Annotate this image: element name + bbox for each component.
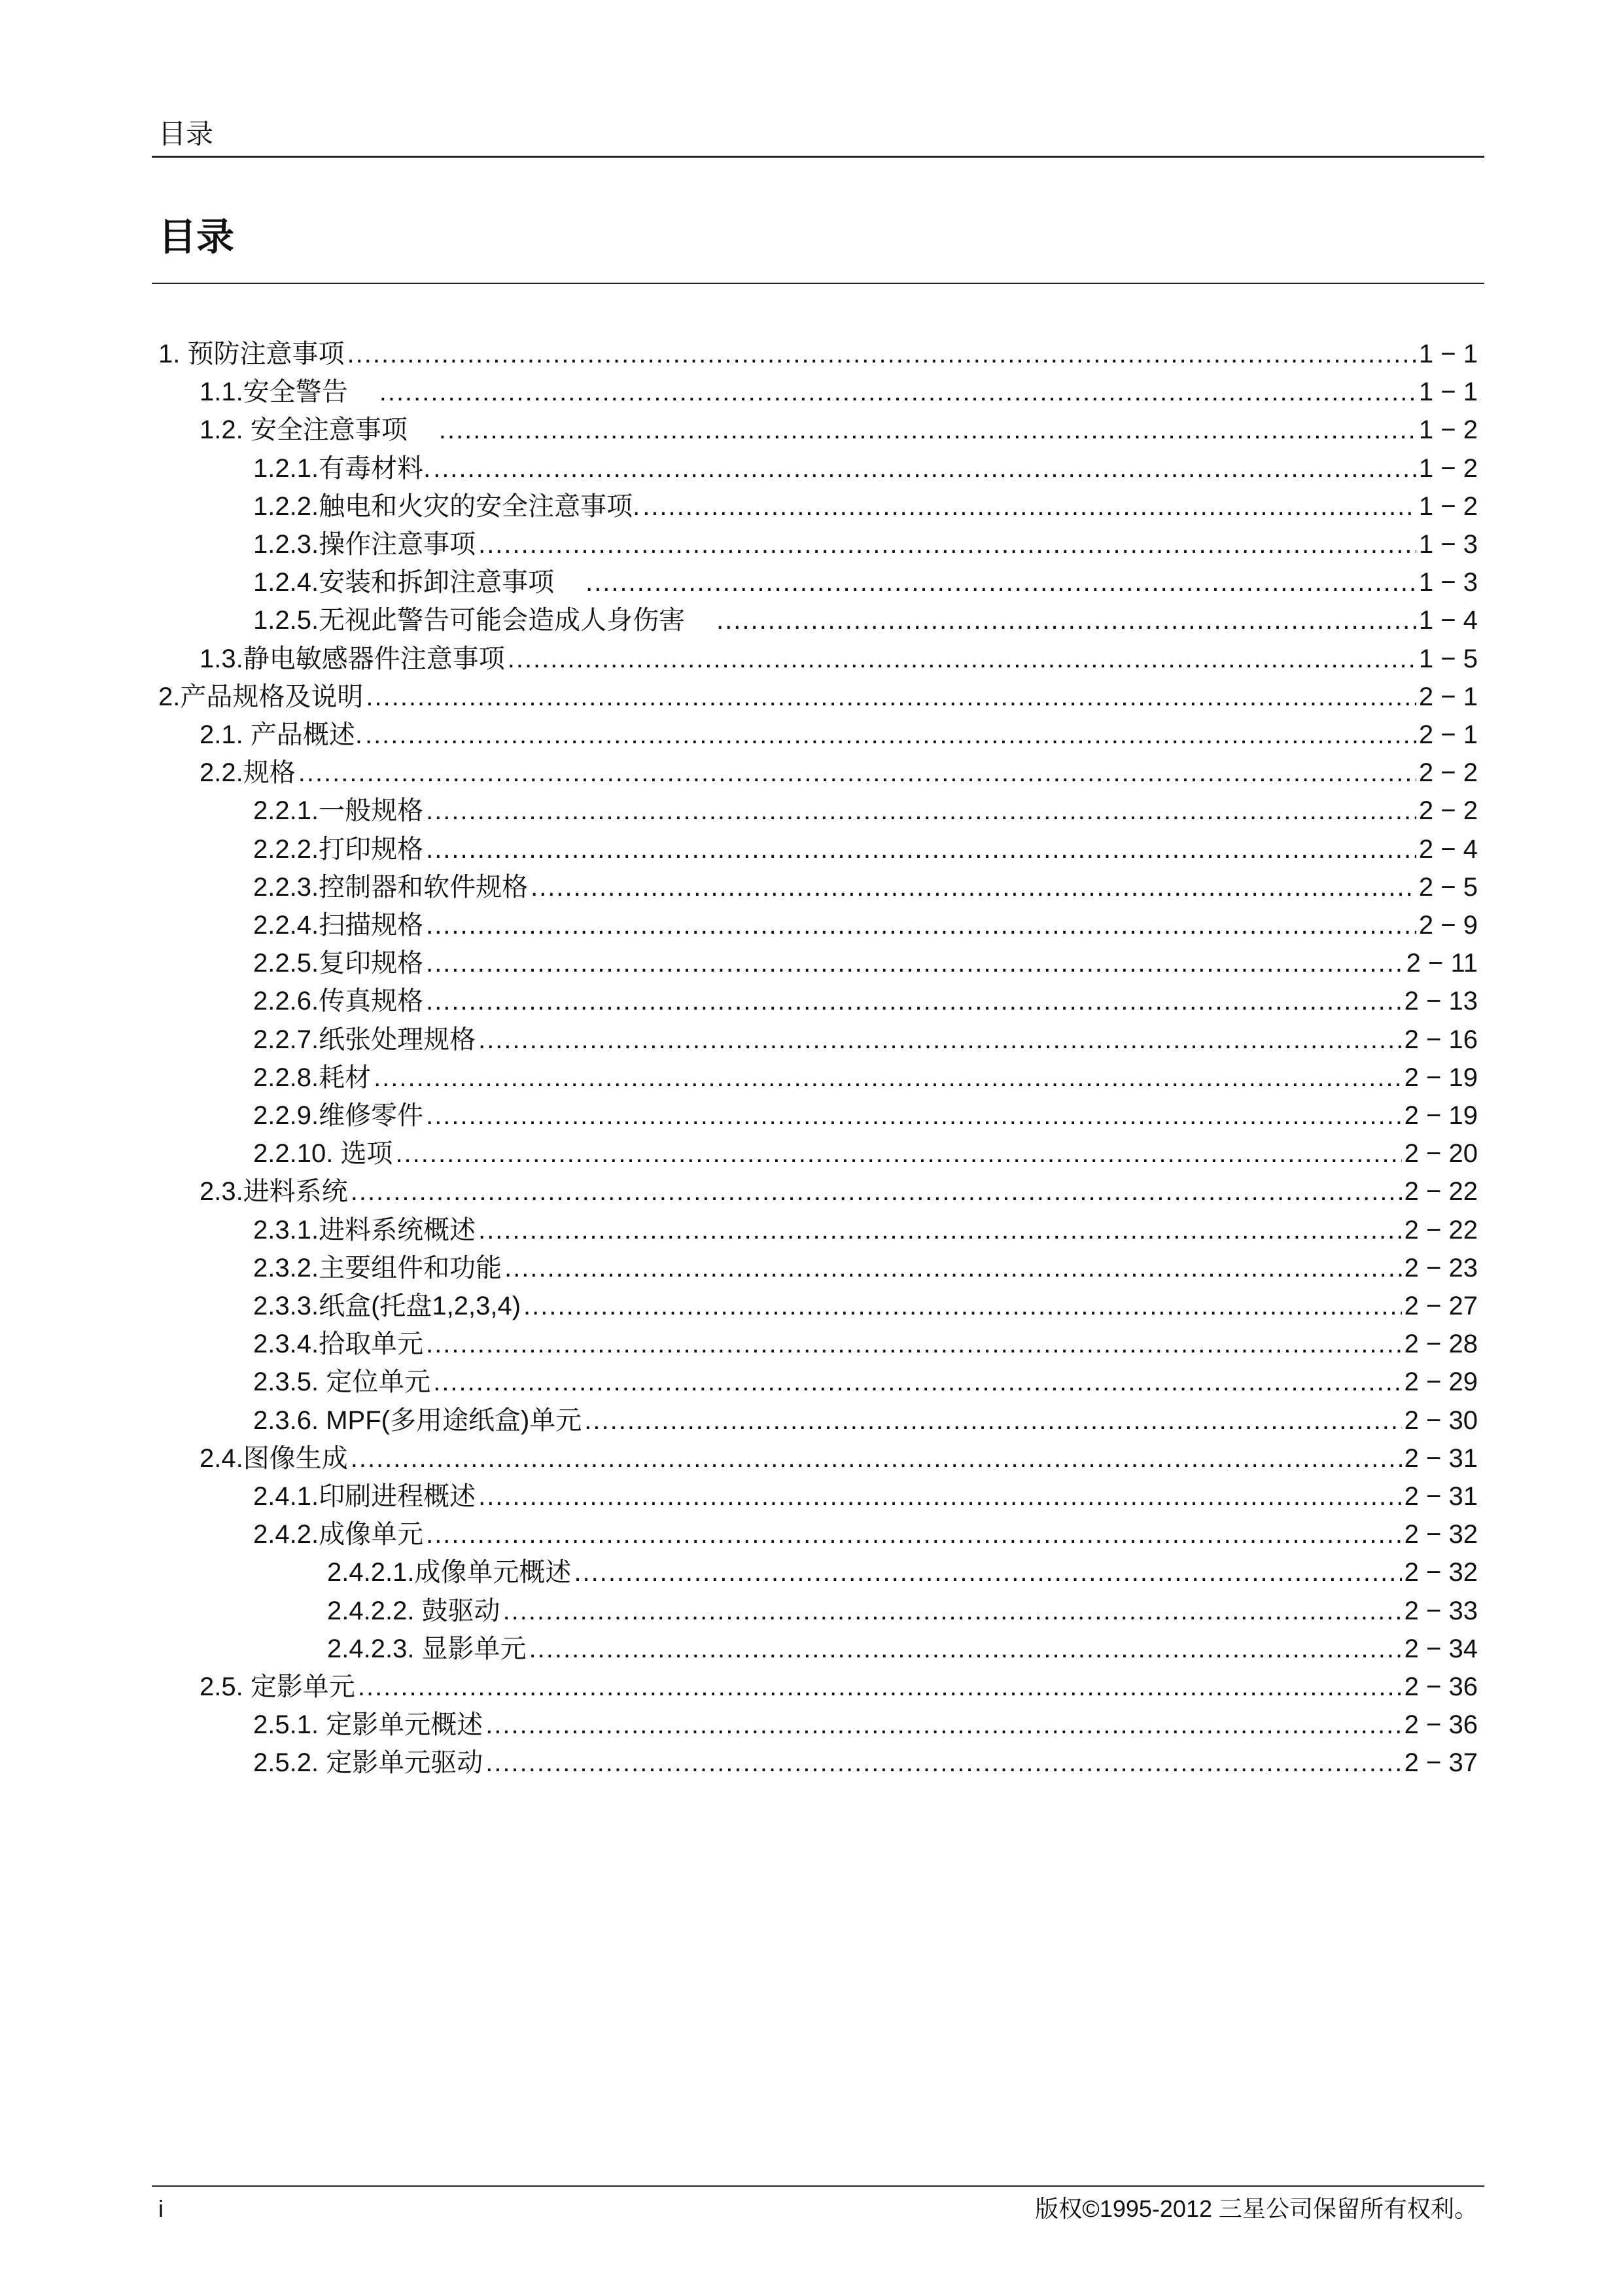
toc-dot-leader xyxy=(395,1132,1401,1175)
toc-entry-title: 2.3.3.纸盒(托盘1,2,3,4) xyxy=(253,1292,521,1320)
toc-entry-page: 2 − 11 xyxy=(1406,949,1478,978)
toc-dot-leader xyxy=(433,1360,1401,1404)
toc-entry[interactable] xyxy=(253,904,1478,947)
toc-dot-leader xyxy=(358,1665,1402,1708)
toc-entry-title: 2.2.1.一般规格 xyxy=(253,796,424,825)
footer-rule xyxy=(152,2185,1484,2187)
toc-entry[interactable] xyxy=(327,1627,1478,1670)
toc-dot-leader xyxy=(585,561,1416,604)
toc-entry[interactable] xyxy=(253,485,1478,528)
toc-entry-title: 1.2. 安全注意事项 xyxy=(200,415,408,444)
toc-entry-page: 2 − 33 xyxy=(1404,1597,1478,1625)
title-rule xyxy=(152,283,1484,284)
toc-entry[interactable] xyxy=(253,1741,1478,1784)
toc-entry-title: 2.2.规格 xyxy=(200,758,296,787)
toc-dot-leader xyxy=(366,675,1416,718)
toc-entry[interactable] xyxy=(253,828,1478,871)
toc-entry[interactable] xyxy=(253,980,1478,1023)
toc-entry-page: 2 − 2 xyxy=(1418,758,1478,787)
toc-entry-title: 2.2.9.维修零件 xyxy=(253,1101,424,1130)
toc-entry-page: 1 − 2 xyxy=(1418,454,1478,483)
toc-entry[interactable] xyxy=(253,523,1478,566)
toc-entry-title: 2.2.5.复印规格 xyxy=(253,949,424,978)
toc-dot-leader xyxy=(298,751,1416,794)
toc-dot-leader xyxy=(351,1170,1402,1213)
toc-entry-title: 2.1. 产品概述. xyxy=(200,720,362,749)
toc-entry-page: 2 − 36 xyxy=(1404,1710,1478,1739)
toc-dot-leader xyxy=(523,1284,1402,1328)
toc-dot-leader xyxy=(531,866,1416,909)
toc-entry-page: 2 − 5 xyxy=(1418,873,1478,902)
toc-entry-title: 2.5.2. 定影单元驱动 xyxy=(253,1748,483,1777)
toc-dot-leader xyxy=(426,1513,1402,1556)
toc-entry-title: 1.2.3.操作注意事项 xyxy=(253,530,476,559)
toc-dot-leader xyxy=(478,1475,1402,1518)
toc-entry-title: 2.4.2.成像单元 xyxy=(253,1520,424,1549)
toc-entry[interactable] xyxy=(253,1322,1478,1366)
toc-entry-page: 2 − 13 xyxy=(1404,987,1478,1016)
toc-entry[interactable] xyxy=(158,332,1478,376)
toc-entry[interactable] xyxy=(158,675,1478,718)
toc-dot-leader xyxy=(529,1627,1402,1670)
toc-dot-leader xyxy=(426,904,1416,947)
toc-dot-leader xyxy=(351,1437,1402,1480)
toc-entry-page: 2 − 27 xyxy=(1404,1292,1478,1320)
toc-entry-page: 1 − 1 xyxy=(1418,378,1478,406)
toc-entry[interactable] xyxy=(253,1018,1478,1061)
toc-dot-leader xyxy=(347,332,1416,376)
toc-entry-page: 2 − 19 xyxy=(1404,1101,1478,1130)
toc-entry-page: 2 − 32 xyxy=(1404,1558,1478,1587)
toc-entry-title: 1.2.2.触电和火灾的安全注意事项. xyxy=(253,492,640,521)
toc-entry-title: 2.2.10. 选项 xyxy=(253,1139,393,1168)
toc-dot-leader xyxy=(379,370,1416,414)
toc-entry-title: 2.3.进料系统 xyxy=(200,1177,348,1206)
toc-entry-title: 2.2.2.打印规格 xyxy=(253,835,424,864)
toc-entry-page: 2 − 19 xyxy=(1404,1063,1478,1092)
toc-entry-page: 1 − 2 xyxy=(1418,415,1478,444)
toc-entry-title: 2.3.2.主要组件和功能 xyxy=(253,1254,502,1282)
toc-entry-page: 1 − 1 xyxy=(1418,340,1478,368)
toc-entry-page: 2 − 31 xyxy=(1404,1444,1478,1473)
toc-entry[interactable] xyxy=(253,1399,1478,1442)
toc-entry[interactable] xyxy=(253,561,1478,604)
toc-entry[interactable] xyxy=(200,713,1478,756)
toc-entry-title: 1.1.安全警告 xyxy=(200,378,348,406)
toc-entry-page: 2 − 29 xyxy=(1404,1368,1478,1396)
toc-entry[interactable] xyxy=(253,1513,1478,1556)
toc-dot-leader xyxy=(426,942,1404,985)
toc-entry[interactable] xyxy=(327,1551,1478,1594)
toc-dot-leader xyxy=(478,1209,1402,1252)
toc-entry-title: 1.3.静电敏感器件注意事项 xyxy=(200,645,505,673)
toc-dot-leader xyxy=(716,599,1416,642)
toc-entry[interactable] xyxy=(253,1703,1478,1746)
toc-entry[interactable] xyxy=(200,1437,1478,1480)
toc-entry-page: 2 − 20 xyxy=(1404,1139,1478,1168)
toc-entry-page: 2 − 22 xyxy=(1404,1177,1478,1206)
toc-entry[interactable] xyxy=(200,751,1478,794)
toc-entry[interactable] xyxy=(200,408,1478,451)
toc-dot-leader xyxy=(485,1703,1401,1746)
toc-entry-title: 2.5.1. 定影单元概述 xyxy=(253,1710,483,1739)
toc-entry-title: 2.5. 定影单元 xyxy=(200,1672,355,1701)
toc-dot-leader xyxy=(426,828,1416,871)
toc-entry-title: 2.3.4.拾取单元 xyxy=(253,1330,424,1358)
toc-entry-page: 1 − 2 xyxy=(1418,492,1478,521)
toc-entry[interactable] xyxy=(200,370,1478,414)
toc-entry-page: 2 − 4 xyxy=(1418,835,1478,864)
toc-entry-page: 1 − 3 xyxy=(1418,530,1478,559)
toc-entry-title: 1.2.4.安装和拆卸注意事项 xyxy=(253,568,555,597)
toc-entry[interactable] xyxy=(253,447,1478,490)
toc-dot-leader xyxy=(426,1094,1402,1137)
toc-entry-page: 2 − 34 xyxy=(1404,1634,1478,1663)
toc-entry-page: 2 − 32 xyxy=(1404,1520,1478,1549)
toc-entry-page: 2 − 36 xyxy=(1404,1672,1478,1701)
toc-entry-title: 2.4.1.印刷进程概述 xyxy=(253,1482,476,1511)
toc-entry-title: 2.3.1.进料系统概述 xyxy=(253,1216,476,1245)
toc-dot-leader xyxy=(426,980,1402,1023)
toc-dot-leader xyxy=(478,1018,1402,1061)
toc-dot-leader xyxy=(504,1246,1402,1290)
toc-dot-leader xyxy=(584,1399,1401,1442)
toc-entry-title: 2.2.6.传真规格 xyxy=(253,987,424,1016)
toc-entry-page: 1 − 4 xyxy=(1418,606,1478,635)
running-header: 目录 xyxy=(158,118,214,149)
toc-entry-page: 2 − 30 xyxy=(1404,1406,1478,1435)
toc-entry-page: 2 − 1 xyxy=(1418,720,1478,749)
toc-entry-title: 2.2.7.纸张处理规格 xyxy=(253,1025,476,1054)
toc-entry[interactable] xyxy=(253,1094,1478,1137)
toc-entry-page: 2 − 31 xyxy=(1404,1482,1478,1511)
toc-entry-page: 2 − 9 xyxy=(1418,911,1478,940)
footer-page-number: i xyxy=(158,2195,164,2222)
toc-entry[interactable] xyxy=(253,789,1478,832)
toc-dot-leader xyxy=(503,1589,1402,1633)
toc-entry-title: 2.4.2.2. 鼓驱动 xyxy=(327,1597,500,1625)
toc-entry-page: 2 − 2 xyxy=(1418,796,1478,825)
page-title: 目录 xyxy=(158,216,235,258)
toc-entry-title: 2.2.8.耗材 xyxy=(253,1063,372,1092)
toc-dot-leader xyxy=(439,408,1416,451)
toc-entry-page: 2 − 16 xyxy=(1404,1025,1478,1054)
toc-entry-page: 1 − 5 xyxy=(1418,645,1478,673)
toc-dot-leader xyxy=(374,1056,1402,1099)
toc-dot-leader xyxy=(478,523,1416,566)
toc-dot-leader xyxy=(642,485,1416,528)
footer-copyright: 版权©1995-2012 三星公司保留所有权利。 xyxy=(1035,2195,1478,2222)
toc-dot-leader xyxy=(433,447,1416,490)
toc-entry[interactable] xyxy=(327,1589,1478,1633)
toc-entry-page: 1 − 3 xyxy=(1418,568,1478,597)
toc-entry-title: 1.2.5.无视此警告可能会造成人身伤害 xyxy=(253,606,686,635)
toc-entry[interactable] xyxy=(253,1056,1478,1099)
toc-entry-title: 1.2.1.有毒材料. xyxy=(253,454,431,483)
toc-entry-page: 2 − 22 xyxy=(1404,1216,1478,1245)
toc-entry[interactable] xyxy=(253,1246,1478,1290)
toc-entry-page: 2 − 1 xyxy=(1418,682,1478,711)
toc-dot-leader xyxy=(426,789,1416,832)
toc-entry[interactable] xyxy=(200,1665,1478,1708)
toc-entry[interactable] xyxy=(253,1284,1478,1328)
toc-entry[interactable] xyxy=(253,866,1478,909)
toc-dot-leader xyxy=(426,1322,1402,1366)
toc-entry-title: 2.2.4.扫描规格 xyxy=(253,911,424,940)
toc-dot-leader xyxy=(508,637,1416,680)
toc-entry[interactable] xyxy=(253,942,1478,985)
toc-entry-title: 2.4.2.1.成像单元概述 xyxy=(327,1558,572,1587)
toc-entry-title: 2.4.2.3. 显影单元 xyxy=(327,1634,527,1663)
toc-entry-page: 2 − 28 xyxy=(1404,1330,1478,1358)
toc-entry[interactable] xyxy=(253,1209,1478,1252)
toc-entry-page: 2 − 23 xyxy=(1404,1254,1478,1282)
toc-dot-leader xyxy=(574,1551,1401,1594)
toc-entry-title: 1. 预防注意事项 xyxy=(158,340,345,368)
header-rule xyxy=(152,156,1484,158)
toc-entry[interactable] xyxy=(200,637,1478,680)
toc-dot-leader xyxy=(485,1741,1401,1784)
toc-entry[interactable] xyxy=(253,1475,1478,1518)
toc-entry-title: 2.2.3.控制器和软件规格 xyxy=(253,873,529,902)
toc-entry[interactable] xyxy=(253,1360,1478,1404)
toc-entry-title: 2.3.6. MPF(多用途纸盒)单元 xyxy=(253,1406,582,1435)
toc-entry[interactable] xyxy=(253,599,1478,642)
toc-entry[interactable] xyxy=(200,1170,1478,1213)
toc-entry-title: 2.3.5. 定位单元 xyxy=(253,1368,431,1396)
toc-entry-page: 2 − 37 xyxy=(1404,1748,1478,1777)
toc-entry-title: 2.产品规格及说明 xyxy=(158,682,364,711)
toc-entry-title: 2.4.图像生成 xyxy=(200,1444,348,1473)
toc-entry[interactable] xyxy=(253,1132,1478,1175)
toc-dot-leader xyxy=(365,713,1416,756)
